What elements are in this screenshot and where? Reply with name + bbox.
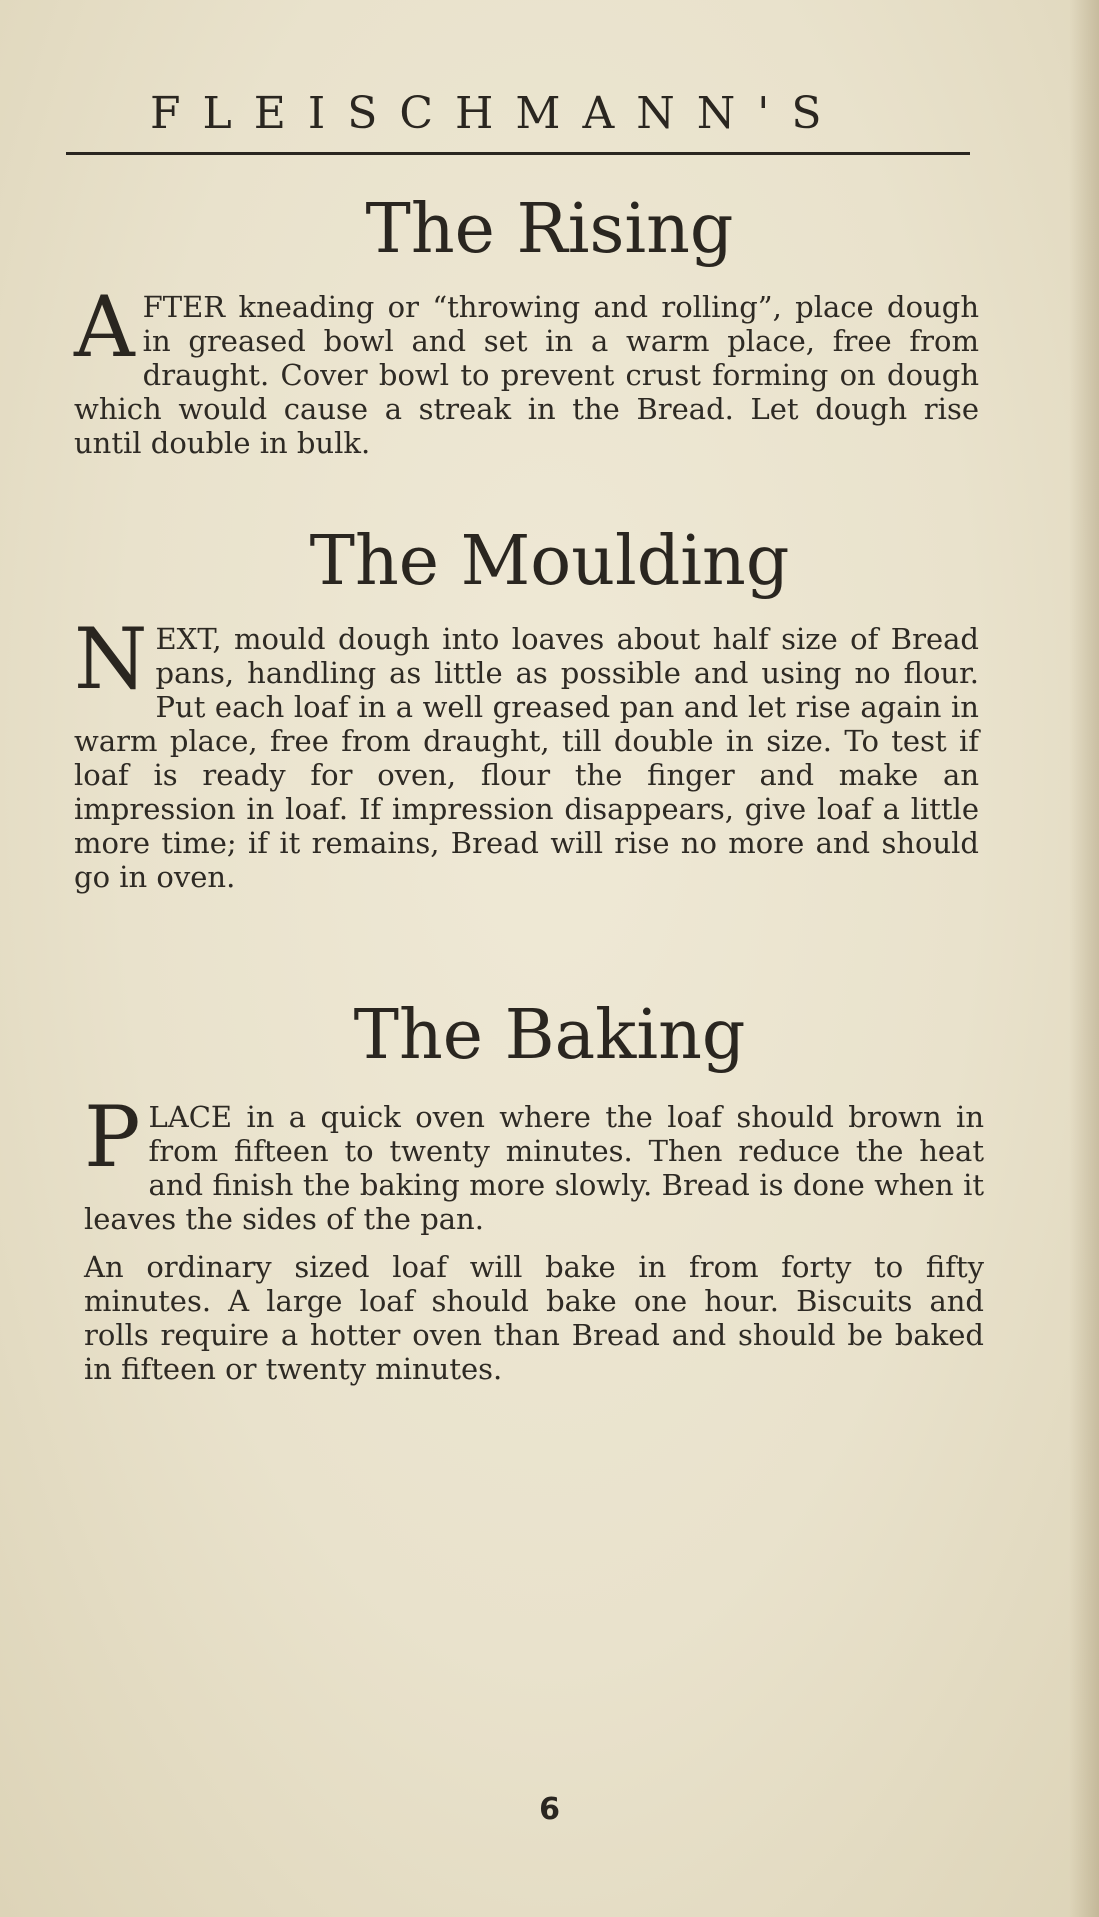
section-body-baking: LACE in a quick oven where the loaf should brown in from fifteen to twenty minutes. Then reduce the heat and finish the baking more slowly. Bread is done when it leaves the sides of the pan. [84,1100,984,1236]
section-body-moulding: EXT, mould dough into loaves about half size of Bread pans, handling as little as possible and using no flour. Put each loaf in a well greased pan and let rise again in warm place, free from draught, till double in size. To test if loaf is ready for oven, flour the finger and make an impression in loaf. If impression disappears, give loaf a little more time; if it remains, Bread will rise no more and should go in oven. [74,622,979,894]
section-title-moulding: The Moulding [309,522,790,601]
header-rule [66,152,970,155]
section-text-rising [74,278,979,460]
page-number: 6 [539,1792,560,1827]
dropcap-rising: A [74,278,135,376]
section-text-moulding [74,610,979,894]
dropcap-moulding: N [74,610,148,708]
section-body-rising: FTER kneading or “throwing and rolling”, place dough in greased bowl and set in a warm place, free from draught. Cover bowl to prevent crust forming on dough which would cause a streak in the Bread. Let dough rise until double in bulk. [74,290,979,460]
dropcap-baking: P [84,1088,141,1186]
running-header-brand: FLEISCHMANN'S [150,88,844,139]
section-title-rising: The Rising [365,190,734,269]
section-text-baking-2: An ordinary sized loaf will bake in from forty to fifty minutes. A large loaf should bake one hour. Biscuits and rolls require a hotter oven than Bread and should be baked in fifteen or twenty minutes. [84,1250,984,1386]
section-text-baking [84,1088,984,1236]
section-title-baking: The Baking [353,996,746,1075]
